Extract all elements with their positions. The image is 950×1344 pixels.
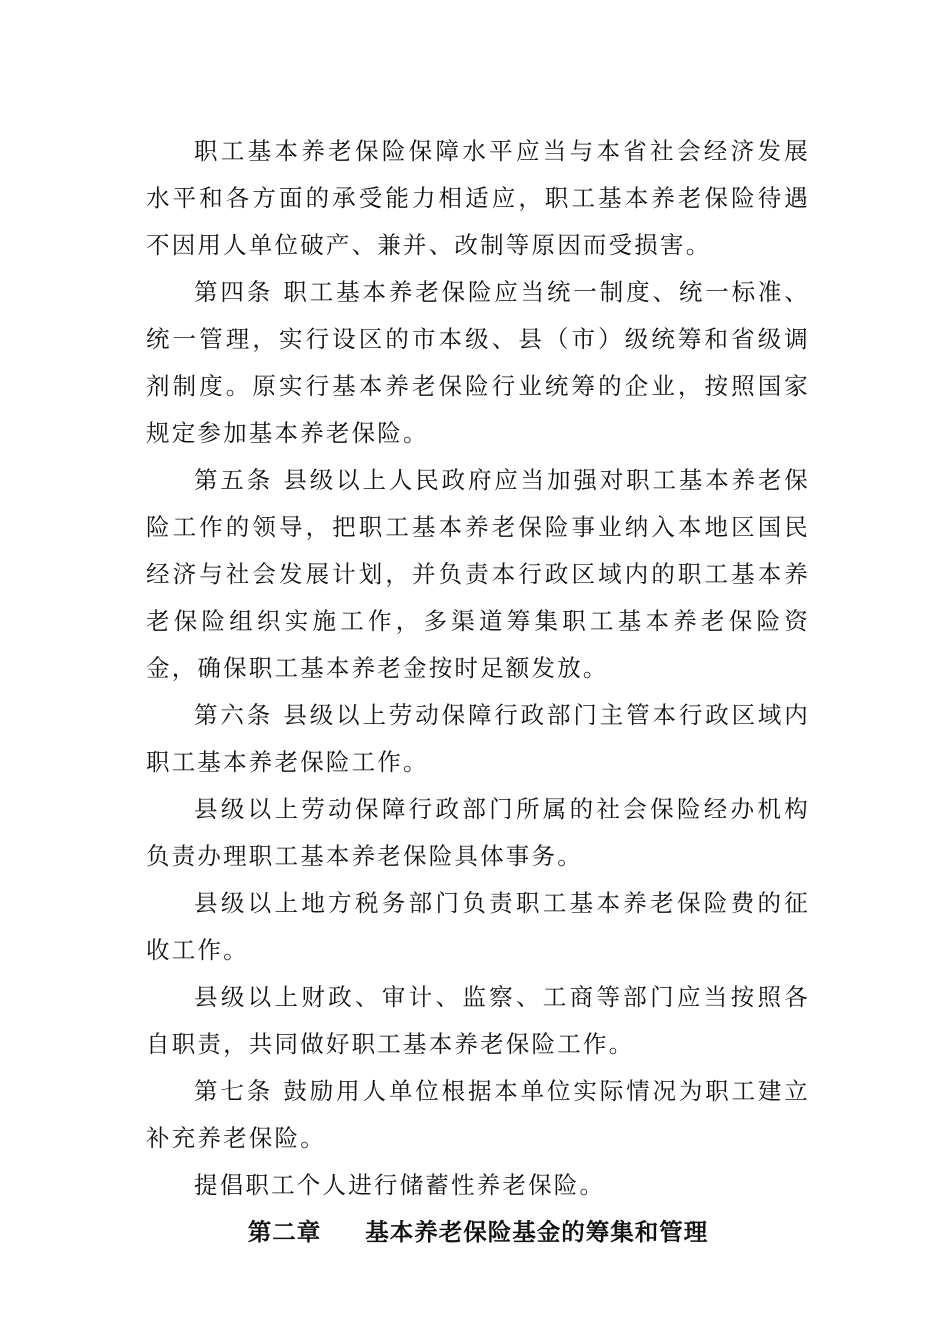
- paragraph-article-4: 第四条 职工基本养老保险应当统一制度、统一标准、统一管理，实行设区的市本级、县（市）级统筹和省级调剂制度。原实行基本养老保险行业统筹的企业，按照国家规定参加基本养老保险。: [146, 278, 810, 447]
- paragraph-article-7: 第七条 鼓励用人单位根据本单位实际情况为职工建立补充养老保险。: [146, 1077, 810, 1152]
- document-body: [146, 128, 810, 1256]
- chapter-title: 基本养老保险基金的筹集和管理: [365, 1218, 709, 1246]
- paragraph-tax-duty: 县级以上地方税务部门负责职工基本养老保险费的征收工作。: [146, 889, 810, 964]
- paragraph-departments-duty: 县级以上财政、审计、监察、工商等部门应当按照各自职责，共同做好职工基本养老保险工作。: [146, 983, 810, 1058]
- paragraph-savings-insurance: 提倡职工个人进行储蓄性养老保险。: [194, 1171, 606, 1199]
- paragraph-article-6: 第六条 县级以上劳动保障行政部门主管本行政区域内职工基本养老保险工作。: [146, 701, 810, 776]
- chapter-number: 第二章: [247, 1218, 322, 1246]
- paragraph-article-5: 第五条 县级以上人民政府应当加强对职工基本养老保险工作的领导，把职工基本养老保险事业纳入本地区国民经济与社会发展计划，并负责本行政区域内的职工基本养老保险组织实施工作，多渠道筹集职工基本养老保险资金，确保职工基本养老金按时足额发放。: [146, 466, 810, 682]
- paragraph-pension-level: 职工基本养老保险保障水平应当与本省社会经济发展水平和各方面的承受能力相适应，职工基本养老保险待遇不因用人单位破产、兼并、改制等原因而受损害。: [146, 137, 810, 259]
- paragraph-agency-duty: 县级以上劳动保障行政部门所属的社会保险经办机构负责办理职工基本养老保险具体事务。: [146, 795, 810, 870]
- chapter-heading: [146, 1209, 810, 1256]
